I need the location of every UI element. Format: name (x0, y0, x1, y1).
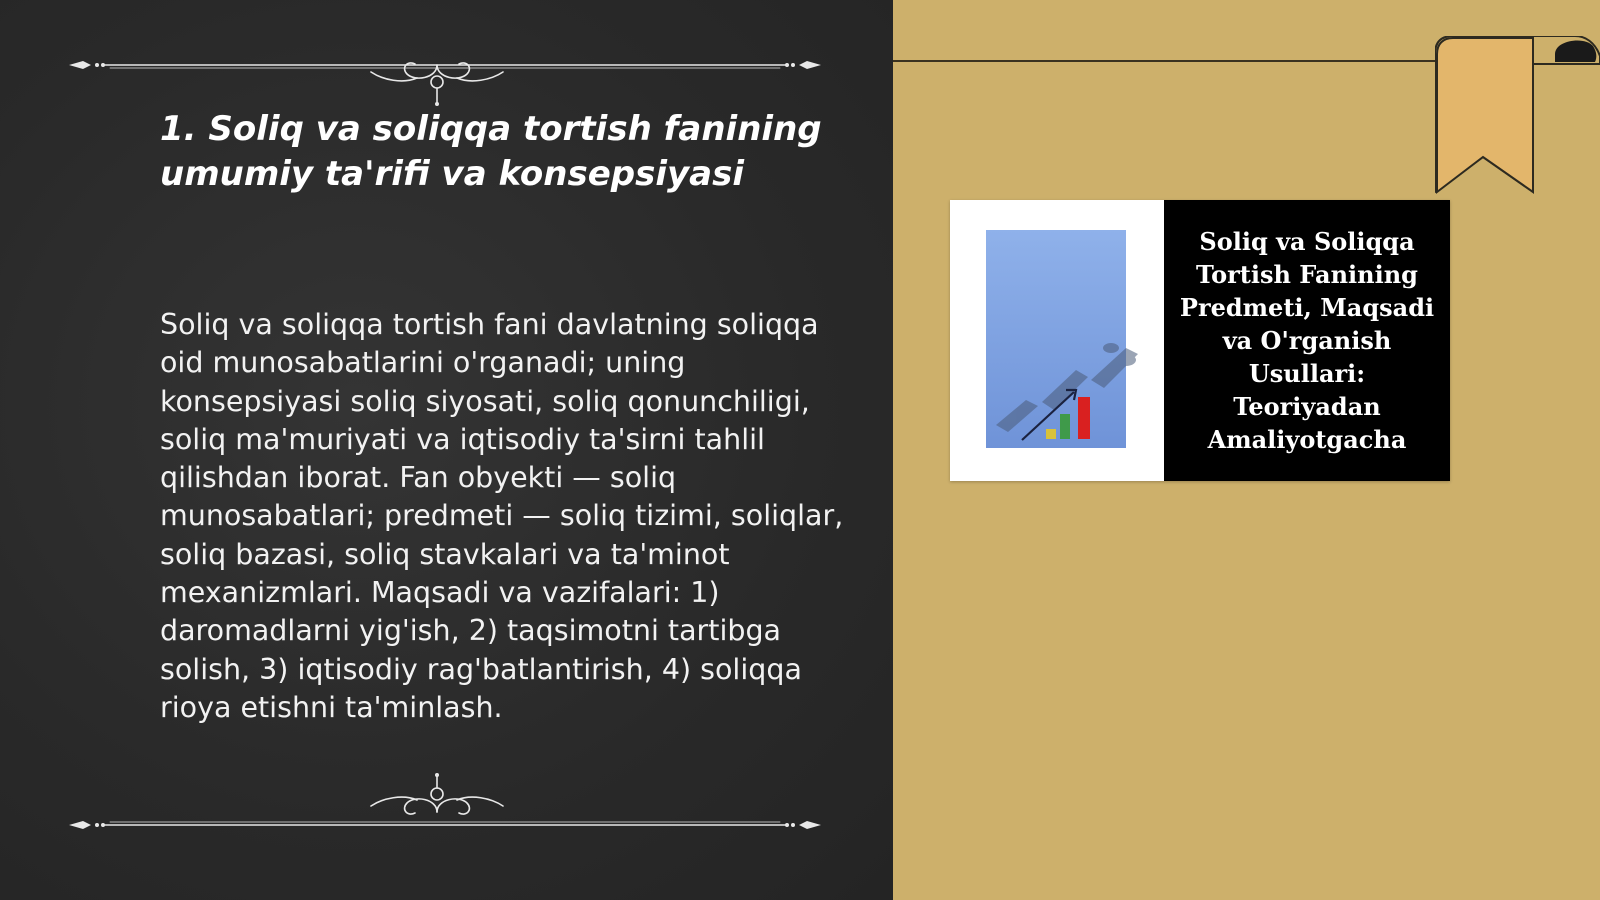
decorative-top-line (893, 60, 1438, 62)
slide-title: 1. Soliq va soliqqa tortish fanining umumiy ta'rifi va konsepsiyasi (160, 109, 822, 194)
slide-body-text: Soliq va soliqqa tortish fani davlatning soliqqa oid munosabatlarini o'rganadi; uning konsepsiyasi soliq siyosati, soliq qonunchiligi, soliq ma'muriyati va iqtisodiy ta'sirni tahlil qilishdan iborat. Fan obyekti — soliq munosabatlari; predmeti — soliq tizimi, soliqlar, soliq bazasi, soliq stavkalari va ta'minot mexanizmlari. Maqsadi va vazifalari: 1) daromadlarni yig'ish, 2) taqsimotni tartibga solish, 3) iqtisodiy rag'batlantirish, 4) soliqqa rioya etishni ta'minlash. (160, 308, 844, 724)
top-ornament-divider (65, 50, 825, 110)
card-caption-box (1164, 200, 1450, 481)
right-decor-panel (893, 0, 1600, 900)
growth-chart-illustration (986, 230, 1166, 455)
bookmark-ribbon-icon (1435, 36, 1600, 200)
bottom-ornament-divider (65, 772, 825, 832)
image-card (950, 200, 1450, 481)
card-caption-text: Soliq va Soliqqa Tortish Fanining Predmeti, Maqsadi va O'rganish Usullari: Teoriyadan Amaliyotgacha (1179, 227, 1435, 454)
